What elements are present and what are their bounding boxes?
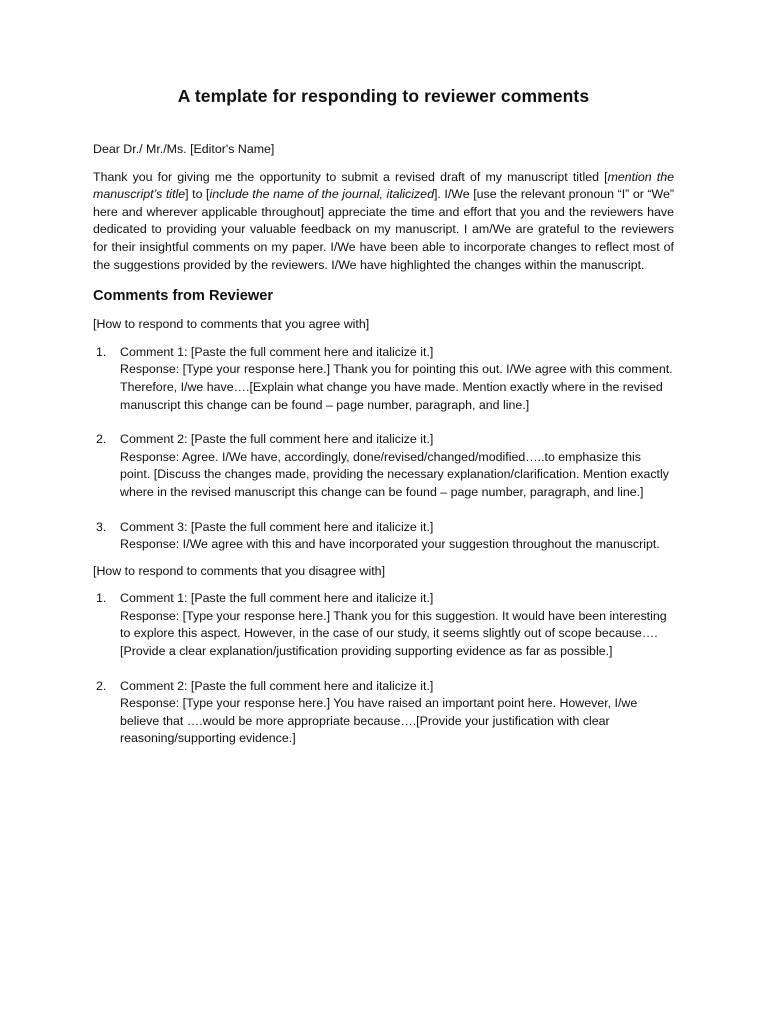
intro-text-1: Thank you for giving me the opportunity to submit a revised draft of my manuscript titled [ [93, 169, 608, 184]
agree-label: [How to respond to comments that you agree with] [93, 317, 370, 332]
list-item [93, 678, 674, 748]
disagree-label: [How to respond to comments that you disagree with] [93, 563, 386, 578]
salutation: Dear Dr./ Mr./Ms. [Editor's Name] [93, 142, 275, 156]
list-item [93, 431, 674, 501]
response-text: Response: Agree. I/We have, accordingly, done/revised/changed/modified…..to emphasize this point. [Discuss the changes made, providing the necessary explanation/clarification. Mention exactly where in the revised manuscript this change can be found – page number, paragraph, and line.] [120, 449, 669, 499]
intro-paragraph [93, 169, 674, 275]
list-number: 3. [96, 519, 107, 534]
intro-text-2: ] to [ [185, 187, 210, 202]
list-item [93, 344, 674, 414]
intro-italic-journal: include the name of the journal, italicized [209, 187, 434, 202]
intro-text-3: ]. I/We [use the relevant pronoun “I” or “We” here and wherever applicable throughout] appreciate the time and effort that you and the reviewers have dedicated to providing your valuable feedback on my manuscript. I am/We are grateful to the reviewers for their insightful comments on my paper. I/We have been able to incorporate changes to reflect most of the suggestions provided by the reviewers. I/We have highlighted the changes within the manuscript. [93, 187, 675, 272]
list-number: 1. [96, 344, 107, 359]
disagree-list [93, 590, 674, 748]
list-item [93, 590, 674, 660]
list-number: 1. [96, 591, 107, 606]
list-number: 2. [96, 432, 107, 447]
response-text: Response: [Type your response here.] Thank you for pointing this out. I/We agree with this comment. Therefore, I/we have….[Explain what change you have made. Mention exactly where in the revised manuscript this change can be found – page number, paragraph, and line.] [120, 362, 673, 412]
comment-text: Comment 3: [Paste the full comment here and italicize it.] [120, 519, 434, 534]
comment-text: Comment 2: [Paste the full comment here and italicize it.] [120, 678, 434, 693]
comment-text: Comment 1: [Paste the full comment here and italicize it.] [120, 344, 434, 359]
list-number: 2. [96, 678, 107, 693]
comment-text: Comment 2: [Paste the full comment here and italicize it.] [120, 432, 434, 447]
response-text: Response: [Type your response here.] Thank you for this suggestion. It would have been interesting to explore this aspect. However, in the case of our study, it seems slightly out of scope because…. [Provide a clear explanation/justification providing supporting evidence as far as possible.] [120, 608, 667, 659]
comment-text: Comment 1: [Paste the full comment here and italicize it.] [120, 591, 434, 606]
document-title: A template for responding to reviewer comments [177, 86, 590, 106]
list-item [93, 519, 674, 554]
response-text: Response: [Type your response here.] You have raised an important point here. However, I/we believe that ….would be more appropriate because….[Provide your justification with clear reasoning/supporting evidence.] [120, 696, 638, 746]
agree-list [93, 344, 674, 554]
intro-italic-title: mention the manuscript’s title [93, 169, 674, 202]
response-text: Response: I/We agree with this and have incorporated your suggestion throughout the manuscript. [120, 537, 660, 552]
section-heading: Comments from Reviewer [93, 288, 274, 305]
